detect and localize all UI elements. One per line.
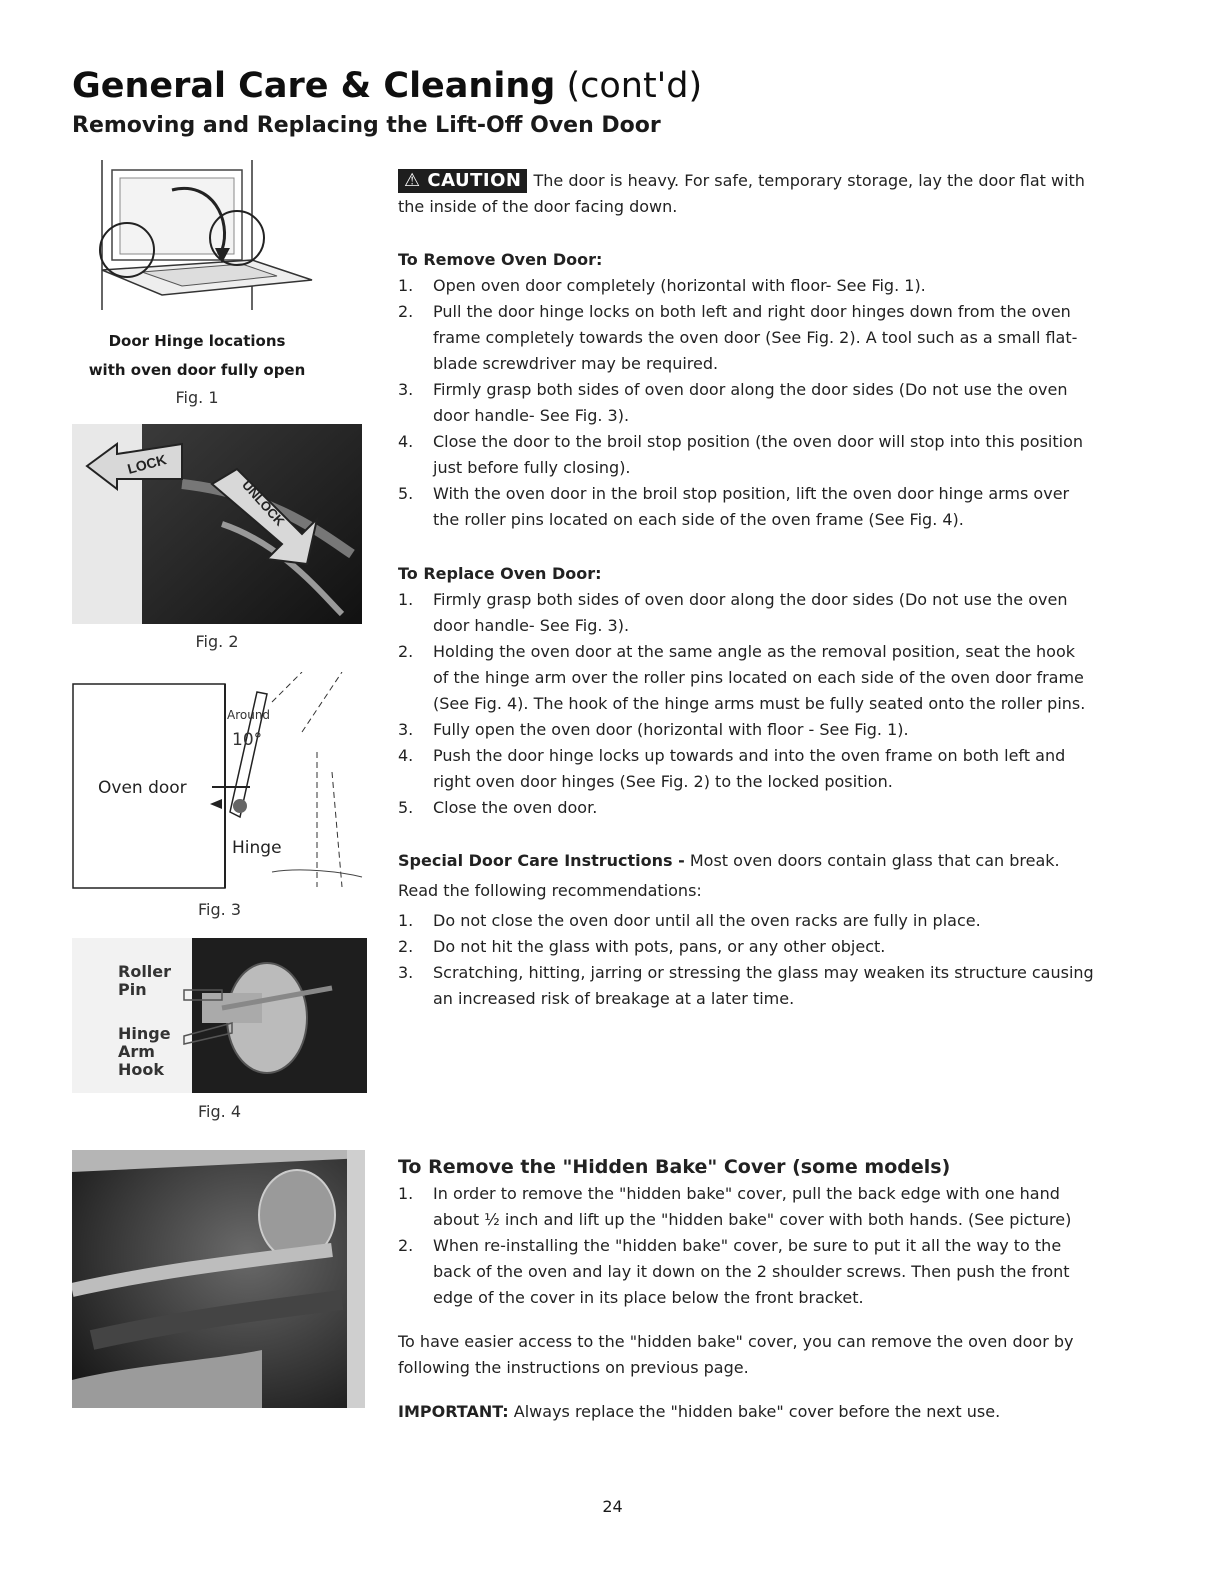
caution-text-line1: The door is heavy. For safe, temporary storage, lay the door flat with (533, 171, 1085, 190)
list-item-number: 4. (398, 432, 414, 451)
list-item-line: just before fully closing). (433, 458, 631, 477)
fig4-pin-label: Pin (118, 980, 147, 999)
list-item-number: 4. (398, 746, 414, 765)
list-item-line: Firmly grasp both sides of oven door along the door sides (Do not use the oven (433, 380, 1068, 399)
special-care-heading: Special Door Care Instructions - (398, 851, 685, 870)
list-item (398, 429, 1138, 481)
list-item (398, 1233, 1138, 1311)
fig4-image (72, 938, 367, 1093)
list-item-line: (See Fig. 4). The hook of the hinge arms must be fully seated onto the roller pins. (433, 694, 1086, 713)
fig1-image (72, 160, 322, 320)
special-care-line2: Read the following recommendations: (398, 881, 702, 900)
list-item-line: Fully open the oven door (horizontal with floor - See Fig. 1). (433, 720, 909, 739)
hidden-bake-heading: To Remove the "Hidden Bake" Cover (some models) (398, 1156, 951, 1178)
list-item-line: Open oven door completely (horizontal with floor- See Fig. 1). (433, 276, 926, 295)
fig1-label: Fig. 1 (175, 388, 219, 407)
important-note (398, 1399, 1138, 1425)
list-item-number: 5. (398, 484, 414, 503)
hidden-bake-steps (398, 1181, 1138, 1311)
special-care-intro (398, 848, 1138, 874)
important-label: IMPORTANT: (398, 1402, 509, 1421)
fig4-hook-label: Hook (118, 1060, 165, 1079)
special-care-intro-text: Most oven doors contain glass that can break. (689, 851, 1060, 870)
page-number: 24 (602, 1497, 623, 1516)
fig2-label: Fig. 2 (195, 632, 239, 651)
list-item-line: of the hinge arm over the roller pins located on each side of the oven door frame (433, 668, 1084, 687)
list-item-number: 3. (398, 720, 414, 739)
list-item-line: an increased risk of breakage at a later time. (433, 989, 795, 1008)
hidden-bake-section (398, 1153, 1138, 1425)
replace-door-section (398, 561, 1138, 821)
fig3-hinge-label: Hinge (232, 838, 282, 858)
list-item-line: door handle- See Fig. 3). (433, 406, 630, 425)
list-item (398, 639, 1138, 717)
list-item-line: frame completely towards the oven door (See Fig. 2). A tool such as a small flat- (433, 328, 1078, 347)
list-item-line: edge of the cover in its place below the front bracket. (433, 1288, 864, 1307)
title-suffix: (cont'd) (566, 66, 703, 106)
replace-door-steps (398, 587, 1138, 821)
remove-door-section (398, 247, 1138, 533)
caution-badge-text: CAUTION (427, 170, 522, 191)
page-title (72, 66, 702, 106)
list-item (398, 1181, 1138, 1233)
list-item-line: Firmly grasp both sides of oven door along the door sides (Do not use the oven (433, 590, 1068, 609)
remove-door-steps (398, 273, 1138, 533)
list-item (398, 743, 1138, 795)
list-item (398, 481, 1138, 533)
caution-badge (398, 169, 527, 193)
fig1-caption-line1: Door Hinge locations (108, 332, 286, 350)
list-item-number: 1. (398, 276, 414, 295)
special-care-section (398, 848, 1138, 1012)
special-care-steps (398, 908, 1138, 1012)
caution-line1 (398, 168, 1138, 194)
list-item-line: back of the oven and lay it down on the 2 shoulder screws. Then push the front (433, 1262, 1070, 1281)
list-item-line: the roller pins located on each side of the oven frame (See Fig. 4). (433, 510, 964, 529)
list-item (398, 273, 1138, 299)
list-item (398, 587, 1138, 639)
remove-door-heading: To Remove Oven Door: (398, 250, 603, 269)
list-item-number: 1. (398, 911, 414, 930)
list-item (398, 795, 1138, 821)
list-item-number: 2. (398, 937, 414, 956)
hidden-bake-access-line2: following the instructions on previous page. (398, 1358, 749, 1377)
list-item (398, 299, 1138, 377)
list-item-line: blade screwdriver may be required. (433, 354, 719, 373)
list-item-line: Do not close the oven door until all the oven racks are fully in place. (433, 911, 981, 930)
list-item (398, 934, 1138, 960)
hidden-bake-photo (72, 1150, 365, 1408)
list-item-line: Holding the oven door at the same angle as the removal position, seat the hook (433, 642, 1075, 661)
warning-icon: ⚠ (404, 170, 421, 191)
list-item-number: 2. (398, 642, 414, 661)
list-item (398, 717, 1138, 743)
list-item-line: When re-installing the "hidden bake" cover, be sure to put it all the way to the (433, 1236, 1062, 1255)
fig3-image (72, 672, 367, 890)
fig4-hinge-label: Hinge (118, 1024, 171, 1043)
fig2-lock-text: LOCK (125, 451, 169, 477)
list-item-line: Pull the door hinge locks on both left and right door hinges down from the oven (433, 302, 1071, 321)
list-item (398, 908, 1138, 934)
list-item (398, 377, 1138, 429)
important-text: Always replace the "hidden bake" cover before the next use. (513, 1402, 1001, 1421)
list-item-number: 3. (398, 380, 414, 399)
fig3-label: Fig. 3 (198, 900, 241, 919)
hidden-bake-access-line1: To have easier access to the "hidden bake" cover, you can remove the oven door by (398, 1332, 1074, 1351)
list-item-number: 2. (398, 302, 414, 321)
caution-text-line2: the inside of the door facing down. (398, 197, 678, 216)
fig2-unlock-text: UNLOCK (239, 477, 288, 529)
fig3-around-label: Around (227, 708, 271, 722)
list-item-line: door handle- See Fig. 3). (433, 616, 630, 635)
list-item-number: 1. (398, 590, 414, 609)
list-item-line: right oven door hinges (See Fig. 2) to the locked position. (433, 772, 893, 791)
list-item (398, 960, 1138, 1012)
fig3-angle-label: 10° (232, 730, 263, 750)
list-item-line: Push the door hinge locks up towards and into the oven frame on both left and (433, 746, 1066, 765)
list-item-line: Scratching, hitting, jarring or stressing the glass may weaken its structure causing (433, 963, 1094, 982)
fig4-roller-label: Roller (118, 962, 172, 981)
list-item-line: about ½ inch and lift up the "hidden bake" cover with both hands. (See picture) (433, 1210, 1072, 1229)
fig4-arm-label: Arm (118, 1042, 155, 1061)
list-item-line: Close the door to the broil stop position (the oven door will stop into this position (433, 432, 1084, 451)
fig4-label: Fig. 4 (198, 1102, 241, 1121)
list-item-line: Close the oven door. (433, 798, 598, 817)
list-item-number: 1. (398, 1184, 414, 1203)
page-subtitle: Removing and Replacing the Lift-Off Oven Door (72, 113, 661, 138)
fig1-caption-line2: with oven door fully open (88, 361, 306, 379)
replace-door-heading: To Replace Oven Door: (398, 564, 602, 583)
list-item-number: 5. (398, 798, 414, 817)
title-main: General Care & Cleaning (72, 66, 556, 106)
list-item-line: With the oven door in the broil stop position, lift the oven door hinge arms over (433, 484, 1070, 503)
list-item-number: 2. (398, 1236, 414, 1255)
fig2-image (72, 424, 362, 624)
list-item-line: In order to remove the "hidden bake" cover, pull the back edge with one hand (433, 1184, 1060, 1203)
list-item-number: 3. (398, 963, 414, 982)
instructions-column (398, 168, 1138, 220)
list-item-line: Do not hit the glass with pots, pans, or any other object. (433, 937, 886, 956)
fig3-oven-door-label: Oven door (98, 778, 187, 798)
